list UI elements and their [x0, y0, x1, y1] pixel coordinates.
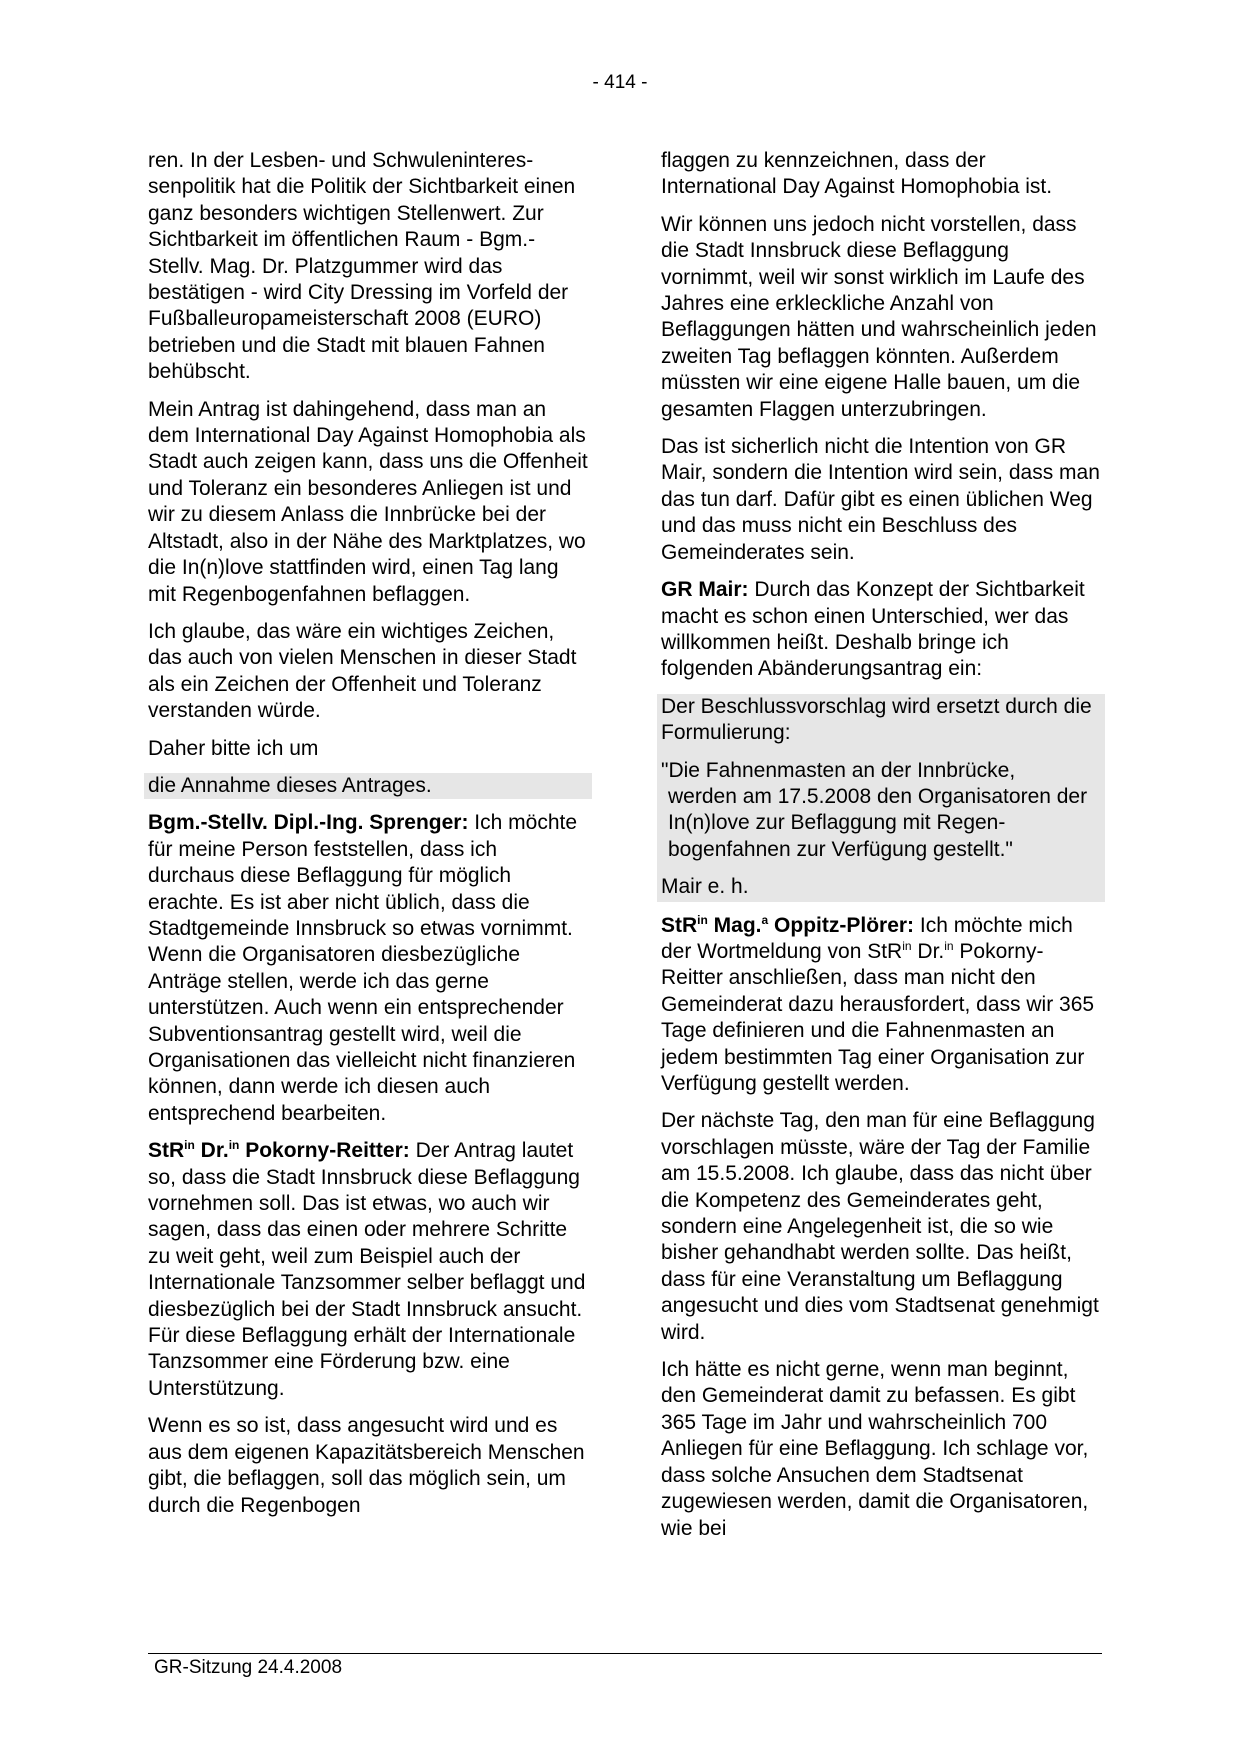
paragraph: Mein Antrag ist dahingehend, dass man an dem International Day Against Homophobia als Stadt auch zeigen kann, dass uns die Offenheit und Toleranz ein besonderes Anliegen ist und wir zu diesem Anlass die Innbrücke bei der Altstadt, also in der Nähe des Marktplatzes, wo die In(n)love stattfinden wird, einen Tag lang mit Regenbogenfahnen beflaggen.: [148, 397, 588, 606]
speaker-name: Bgm.-Stellv. Dipl.-Ing. Sprenger:: [148, 811, 469, 835]
paragraph: Ich hätte es nicht gerne, wenn man beginnt, den Gemeinderat damit zu befassen. Es gibt 365 Tage im Jahr und wahrscheinlich 700 Anliegen für eine Beflaggung. Ich schlage vor, dass solche Ansuchen dem Stadtsenat zugewiesen werden, damit die Organisatoren, wie bei: [661, 1358, 1089, 1540]
paragraph: [148, 1138, 588, 1402]
speaker-name: GR Mair:: [661, 578, 749, 602]
paragraph: Ich glaube, das wäre ein wichtiges Zeichen, das auch von vielen Menschen in dieser Stadt als ein Zeichen der Offenheit und Toleranz verstanden würde.: [148, 619, 577, 723]
right-column: [661, 148, 1101, 1553]
paragraph: Daher bitte ich um: [148, 736, 319, 760]
speaker-name: StR$^{in}$ Mag.$^a$ Oppitz-Plörer:: [661, 912, 915, 937]
amendment-text: "Die Fahnenmasten an der Innbrücke, werden am 17.5.2008 den Organisatoren der In(n)love zur Beflaggung mit Regenbogenfahnen zur Verfügung gestellt.": [661, 758, 1088, 861]
paragraph: StR$^{in}$ Mag.$^a$ Oppitz-Plörer: Ich möchte mich der Wortmeldung von StR$^{in}$ Dr.$^{in}$ Pokorny-Reitter anschließen, dass man nicht den Gemeinderat dazu herausfordert, dass wir 365 Tage definieren und die Fahnenmasten an jedem bestimmten Tag einer Organisation zur Verfügung gestellt werden.: [661, 912, 1095, 1095]
speaker-name: StR$^{in}$ Dr.$^{in}$ Pokorny-Reitter:: [148, 1138, 410, 1163]
amendment-signature: Mair e. h.: [661, 875, 749, 899]
speech-text: Ich möchte für meine Person feststellen, dass ich durchaus diese Beflaggung für möglich erachte. Es ist aber nicht üblich, dass die Stadtgemeinde Innsbruck so etwas vornimmt. Wenn die Organisatoren diesbezügliche Anträge stellen, werde ich das gerne unterstützen. Auch wenn ein entsprechender Subventionsantrag gestellt wird, weil die Organisationen das vielleicht nicht finanzieren können, dann werde ich diesen auch entsprechend bearbeiten.: [148, 811, 578, 1125]
paragraph: Das ist sicherlich nicht die Intention von GR Mair, sondern die Intention wird sein, dass man das tun darf. Dafür gibt es einen üblichen Weg und das muss nicht ein Beschluss des Gemeinderates sein.: [661, 435, 1100, 564]
footer-divider: [148, 1653, 1102, 1654]
paragraph: Wenn es so ist, dass angesucht wird und es aus dem eigenen Kapazitätsbereich Menschen gibt, die beflaggen, soll das möglich sein, um durch die Regenbogen: [148, 1414, 585, 1517]
page-number: - 414 -: [592, 72, 648, 93]
paragraph: flaggen zu kennzeichnen, dass der International Day Against Homophobia ist.: [661, 149, 1053, 199]
paragraph: Der nächste Tag, den man für eine Beflaggung vorschlagen müsste, wäre der Tag der Familie am 15.5.2008. Ich glaube, dass das nicht über die Kompetenz des Gemeinderates geht, sondern eine Angelegenheit ist, die so wie bisher gehandhabt werden sollte. Das heißt, dass für eine Veranstaltung um Beflaggung angesucht und dies vom Stadtsenat genehmigt wird.: [661, 1109, 1099, 1344]
motion-request-highlight: die Annahme dieses Antrages.: [144, 773, 592, 799]
amendment-motion-box: [657, 694, 1105, 902]
paragraph: [148, 810, 588, 1127]
paragraph: Wir können uns jedoch nicht vorstellen, dass die Stadt Innsbruck diese Beflaggung vornimmt, weil wir sonst wirklich im Laufe des Jahres eine erkleckliche Anzahl von Beflaggungen hätten und wahrscheinlich jeden zweiten Tag beflaggen könnten. Außerdem müssten wir eine eigene Halle bauen, um die gesamten Flaggen unterzubringen.: [661, 212, 1097, 421]
speech-text: Durch das Konzept der Sichtbarkeit macht es schon einen Unterschied, wer das willkommen heißt. Deshalb bringe ich folgenden Abänderungsantrag ein:: [661, 578, 1085, 681]
speech-text: Der Antrag lautet so, dass die Stadt Innsbruck diese Beflaggung vornehmen soll. Das ist etwas, wo auch wir sagen, dass das einen oder mehrere Schritte zu weit geht, weil zum Beispiel auch der Internationale Tanzsommer selber beflaggt und diesbezüglich bei der Stadt Innsbruck ansucht. Für diese Beflaggung erhält der Internationale Tanzsommer eine Förderung bzw. eine Unterstützung.: [148, 1139, 586, 1400]
paragraph: [661, 577, 1101, 683]
footer: GR-Sitzung 24.4.2008: [154, 1657, 343, 1678]
paragraph: ren. In der Lesben- und Schwuleninteressenpolitik hat die Politik der Sichtbarkeit einen ganz besonders wichtigen Stellenwert. Zur Sichtbarkeit im öffentlichen Raum - Bgm.-Stellv. Mag. Dr. Platzgummer wird das bestätigen - wird City Dressing im Vorfeld der Fußballeuropameisterschaft 2008 (EURO) betrieben und die Stadt mit blauen Fahnen behübscht.: [148, 149, 576, 384]
left-column: [148, 148, 588, 1530]
amendment-intro: Der Beschlussvorschlag wird ersetzt durch die Formulierung:: [661, 694, 1092, 745]
